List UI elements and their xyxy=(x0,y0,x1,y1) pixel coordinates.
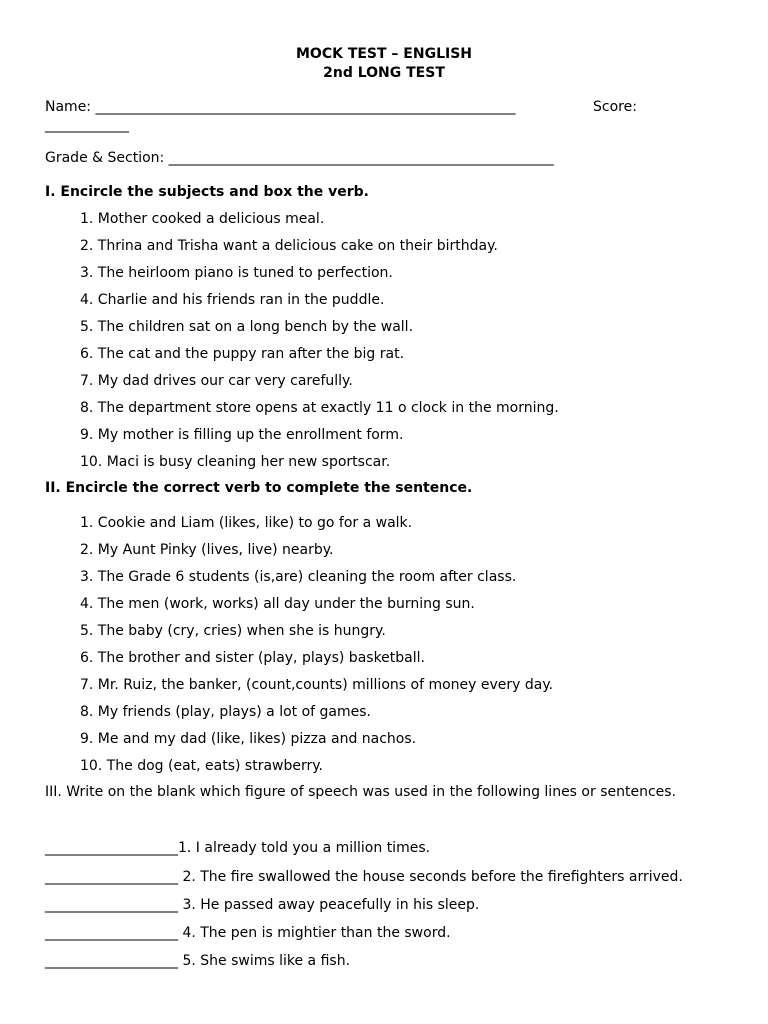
list-item: 5. The children sat on a long bench by the wall. xyxy=(80,319,414,335)
list-item: 8. My friends (play, plays) a lot of games. xyxy=(80,704,371,720)
list-item: ___________________ 4. The pen is mightier than the sword. xyxy=(45,925,451,941)
list-item: 9. My mother is filling up the enrollment form. xyxy=(80,427,404,443)
list-item: ___________________ 3. He passed away peacefully in his sleep. xyxy=(45,897,480,913)
list-item: 6. The brother and sister (play, plays) basketball. xyxy=(80,650,425,666)
test-subtitle: 2nd LONG TEST xyxy=(323,65,445,81)
list-item: ___________________ 5. She swims like a fish. xyxy=(45,953,351,969)
list-item: 5. The baby (cry, cries) when she is hungry. xyxy=(80,623,386,639)
list-item: 4. The men (work, works) all day under the burning sun. xyxy=(80,596,475,612)
list-item: ___________________1. I already told you a million times. xyxy=(45,840,431,856)
list-item: 2. My Aunt Pinky (lives, live) nearby. xyxy=(80,542,334,558)
list-item: 10. Maci is busy cleaning her new sportscar. xyxy=(80,454,391,470)
list-item: 6. The cat and the puppy ran after the big rat. xyxy=(80,346,405,362)
list-item: 8. The department store opens at exactly 11 o clock in the morning. xyxy=(80,400,559,416)
part2-heading: II. Encircle the correct verb to complete the sentence. xyxy=(45,480,473,496)
test-title: MOCK TEST – ENGLISH xyxy=(295,46,473,62)
list-item: 3. The Grade 6 students (is,are) cleaning the room after class. xyxy=(80,569,517,585)
list-item: ___________________ 2. The fire swallowed the house seconds before the firefighters arrived. xyxy=(45,869,683,885)
score-field-line[interactable]: ____________ xyxy=(45,117,129,133)
part3-heading: III. Write on the blank which figure of speech was used in the following lines or sentences. xyxy=(45,784,677,800)
name-field-line[interactable]: Name: ____________________________________________________________ xyxy=(45,99,516,115)
list-item: 7. Mr. Ruiz, the banker, (count,counts) millions of money every day. xyxy=(80,677,554,693)
list-item: 9. Me and my dad (like, likes) pizza and nachos. xyxy=(80,731,417,747)
grade-section-field-line[interactable]: Grade & Section: _______________________________________________________ xyxy=(45,150,554,166)
part1-heading: I. Encircle the subjects and box the verb. xyxy=(45,184,369,200)
list-item: 3. The heirloom piano is tuned to perfection. xyxy=(80,265,393,281)
list-item: 4. Charlie and his friends ran in the puddle. xyxy=(80,292,385,308)
score-label: Score: xyxy=(593,99,637,115)
list-item: 10. The dog (eat, eats) strawberry. xyxy=(80,758,323,774)
list-item: 1. Cookie and Liam (likes, like) to go for a walk. xyxy=(80,515,413,531)
list-item: 2. Thrina and Trisha want a delicious cake on their birthday. xyxy=(80,238,498,254)
list-item: 7. My dad drives our car very carefully. xyxy=(80,373,353,389)
list-item: 1. Mother cooked a delicious meal. xyxy=(80,211,325,227)
